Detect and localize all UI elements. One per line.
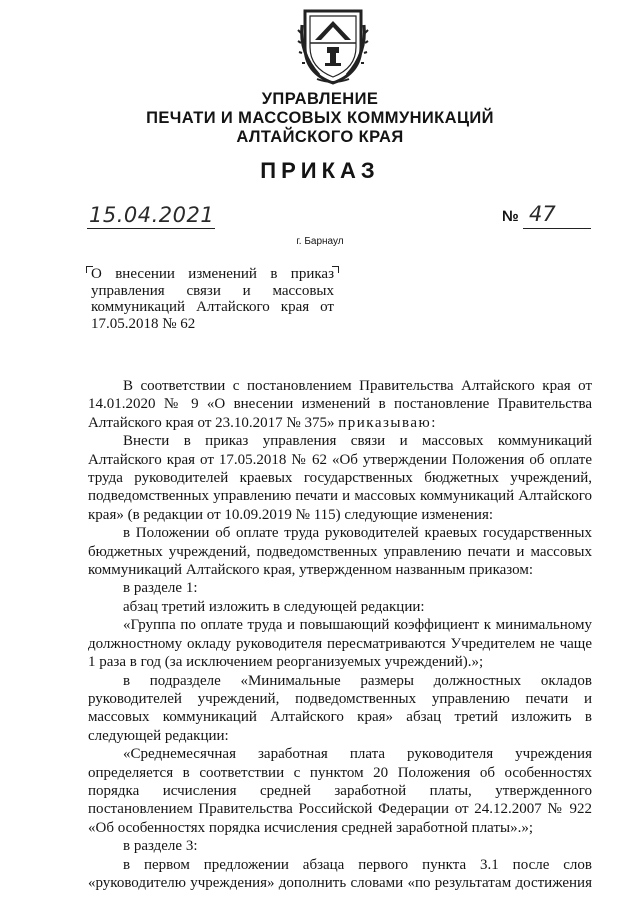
paragraph-preamble <box>88 377 592 432</box>
paragraph-7: в подразделе «Минимальные размеры должностных окладов руководителей учреждений, подведомственных управлению печати и массовых коммуникаций Алтайского края» абзац третий изложить в следующей редакции: <box>88 672 592 744</box>
org-name-line-1: УПРАВЛЕНИЕ <box>261 90 379 108</box>
org-name-line-3: АЛТАЙСКОГО КРАЯ <box>236 128 404 146</box>
paragraph-10: в первом предложении абзаца первого пункта 3.1 после слов «руководителю учреждения» дополнить словами «по результатам достижения <box>88 856 592 891</box>
paragraph-9: в разделе 3: <box>123 838 198 855</box>
paragraph-2: Внести в приказ управления связи и массовых коммуникаций Алтайского края от 17.05.2018 № 62 «Об утверждении Положения об оплате труда руководителей краевых государственных бюджетных учреждений, подведомственных управлению печати и массовых коммуникаций Алтайского края» (в редакции от 10.09.2019 № 115) следующие изменения: <box>88 433 592 523</box>
order-action-word: приказываю: <box>338 414 437 431</box>
preamble-text: В соответствии с постановлением Правительства Алтайского края от 14.01.2020 № 9 «О внесении изменений в постановление Правительства Алтайского края от 23.10.2017 № 375» <box>88 378 592 431</box>
city-label: г. Барнаул <box>296 236 344 247</box>
document-type-title: ПРИКАЗ <box>260 158 380 183</box>
org-name-line-2: ПЕЧАТИ И МАССОВЫХ КОММУНИКАЦИЙ <box>146 109 494 127</box>
paragraph-5: абзац третий изложить в следующей редакции: <box>123 598 425 615</box>
paragraph-8: «Среднемесячная заработная плата руководителя учреждения определяется в соответствии с пунктом 20 Положения об особенностях порядка исчисления средней заработной платы, утвержденного постановлением Правительства Российской Федерации от 24.12.2007 № 922 «Об особенностях порядка исчисления средней заработной платы».»; <box>88 746 592 836</box>
number-label: № <box>502 208 519 225</box>
paragraph-6: «Группа по оплате труда и повышающий коэффициент к минимальному должностному окладу руководителя пересматриваются Учредителем не чаще 1 раза в год (за исключением реорганизуемых учреждений).»; <box>88 617 592 671</box>
order-number: 47 <box>529 202 556 226</box>
document-body <box>88 377 592 892</box>
order-subject: О внесении изменений в приказ управления связи и массовых коммуникаций Алтайского края от 17.05.2018 № 62 <box>91 266 334 332</box>
date-underline <box>87 228 215 229</box>
order-date: 15.04.2021 <box>89 203 215 227</box>
coat-of-arms-icon <box>297 3 369 85</box>
paragraph-4: в разделе 1: <box>123 580 198 597</box>
paragraph-3: в Положении об оплате труда руководителей краевых государственных бюджетных учреждений, подведомственных управлению печати и массовых коммуникаций Алтайского края, утвержденном названным приказом: <box>88 525 592 579</box>
number-underline <box>523 228 591 229</box>
